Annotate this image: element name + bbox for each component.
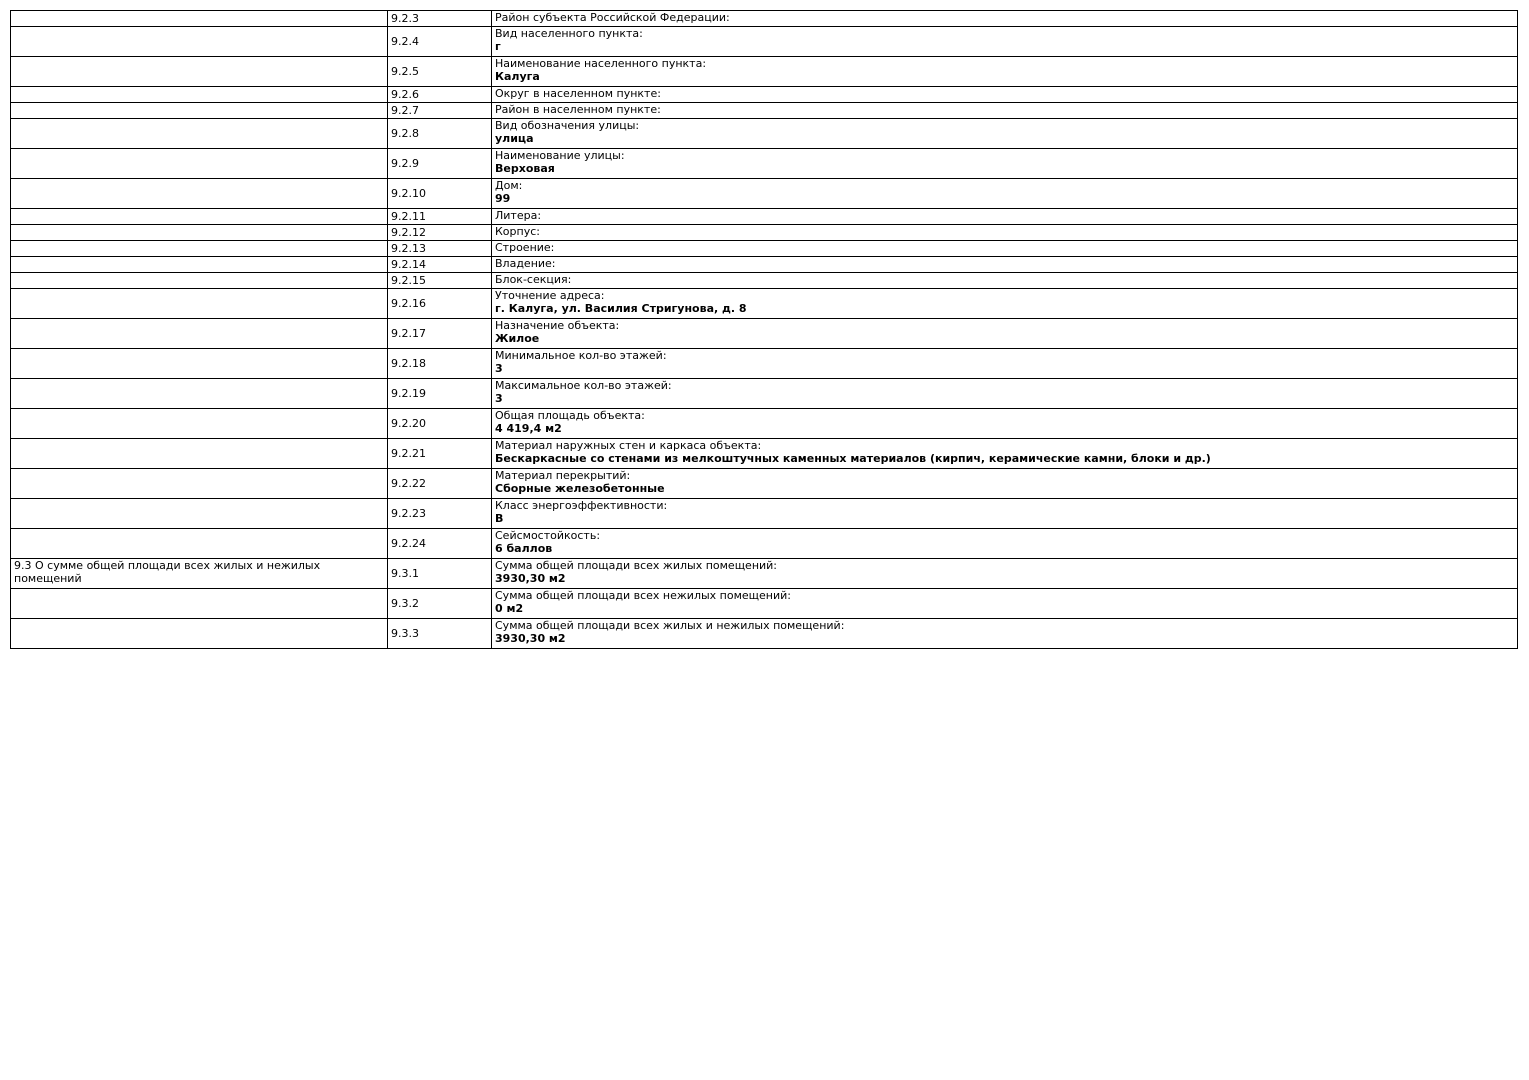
content-cell: [492, 499, 1518, 529]
document-page: [10, 10, 1518, 649]
section-cell: [11, 319, 388, 349]
field-value: Калуга: [495, 70, 540, 83]
declaration-table-body: [11, 11, 1518, 649]
table-row: [11, 179, 1518, 209]
section-cell: [11, 273, 388, 289]
content-cell: [492, 409, 1518, 439]
content-cell: [492, 225, 1518, 241]
content-cell: [492, 439, 1518, 469]
field-value: Жилое: [495, 332, 540, 345]
field-label: Класс энергоэффективности:: [495, 499, 668, 512]
code-cell: 9.2.8: [388, 119, 492, 149]
table-row: [11, 119, 1518, 149]
field-value: Бескаркасные со стенами из мелкоштучных каменных материалов (кирпич, керамические камни, блоки и др.): [495, 452, 1211, 465]
code-cell: 9.2.11: [388, 209, 492, 225]
table-row: [11, 349, 1518, 379]
field-value: улица: [495, 132, 534, 145]
code-cell: 9.2.18: [388, 349, 492, 379]
section-cell: [11, 619, 388, 649]
field-value: Сборные железобетонные: [495, 482, 665, 495]
code-cell: 9.2.12: [388, 225, 492, 241]
table-row: [11, 469, 1518, 499]
content-cell: [492, 87, 1518, 103]
content-cell: [492, 257, 1518, 273]
field-label: Владение:: [495, 257, 556, 270]
code-cell: 9.2.20: [388, 409, 492, 439]
field-value: В: [495, 512, 504, 525]
field-value: 3930,30 м2: [495, 572, 566, 585]
field-value: 99: [495, 192, 511, 205]
code-cell: 9.2.21: [388, 439, 492, 469]
table-row: [11, 439, 1518, 469]
content-cell: [492, 529, 1518, 559]
content-cell: [492, 589, 1518, 619]
code-cell: 9.3.1: [388, 559, 492, 589]
code-cell: 9.2.6: [388, 87, 492, 103]
code-cell: 9.2.9: [388, 149, 492, 179]
section-cell: [11, 11, 388, 27]
section-cell: [11, 241, 388, 257]
code-cell: 9.2.7: [388, 103, 492, 119]
field-label: Блок-секция:: [495, 273, 572, 286]
code-cell: 9.2.13: [388, 241, 492, 257]
field-label: Вид обозначения улицы:: [495, 119, 640, 132]
table-row: [11, 589, 1518, 619]
table-row: [11, 225, 1518, 241]
section-cell: [11, 409, 388, 439]
content-cell: [492, 119, 1518, 149]
field-value: 3: [495, 362, 503, 375]
field-value: Верховая: [495, 162, 555, 175]
field-value: 6 баллов: [495, 542, 553, 555]
table-row: [11, 241, 1518, 257]
code-cell: 9.3.2: [388, 589, 492, 619]
section-cell: [11, 529, 388, 559]
field-label: Сумма общей площади всех жилых помещений:: [495, 559, 778, 572]
section-cell: 9.3 О сумме общей площади всех жилых и нежилых помещений: [11, 559, 388, 589]
table-row: [11, 409, 1518, 439]
section-cell: [11, 379, 388, 409]
content-cell: [492, 349, 1518, 379]
content-cell: [492, 273, 1518, 289]
field-label: Общая площадь объекта:: [495, 409, 645, 422]
table-row: [11, 379, 1518, 409]
table-row: [11, 103, 1518, 119]
section-cell: [11, 469, 388, 499]
field-label: Корпус:: [495, 225, 540, 238]
section-cell: [11, 149, 388, 179]
content-cell: [492, 319, 1518, 349]
field-label: Сумма общей площади всех жилых и нежилых помещений:: [495, 619, 845, 632]
content-cell: [492, 209, 1518, 225]
table-row: [11, 559, 1518, 589]
field-value: 3930,30 м2: [495, 632, 566, 645]
code-cell: 9.2.17: [388, 319, 492, 349]
field-value: г. Калуга, ул. Василия Стригунова, д. 8: [495, 302, 747, 315]
section-cell: [11, 439, 388, 469]
section-cell: [11, 589, 388, 619]
field-value: г: [495, 40, 501, 53]
section-cell: [11, 499, 388, 529]
table-row: [11, 273, 1518, 289]
field-label: Округ в населенном пункте:: [495, 87, 661, 100]
code-cell: 9.2.14: [388, 257, 492, 273]
content-cell: [492, 103, 1518, 119]
field-label: Сумма общей площади всех нежилых помещений:: [495, 589, 791, 602]
code-cell: 9.2.5: [388, 57, 492, 87]
field-label: Строение:: [495, 241, 555, 254]
code-cell: 9.2.10: [388, 179, 492, 209]
content-cell: [492, 11, 1518, 27]
section-cell: [11, 289, 388, 319]
field-label: Дом:: [495, 179, 523, 192]
content-cell: [492, 241, 1518, 257]
code-cell: 9.2.16: [388, 289, 492, 319]
section-cell: [11, 179, 388, 209]
content-cell: [492, 559, 1518, 589]
section-cell: [11, 27, 388, 57]
field-label: Минимальное кол-во этажей:: [495, 349, 667, 362]
field-value: 3: [495, 392, 503, 405]
code-cell: 9.2.15: [388, 273, 492, 289]
field-label: Назначение объекта:: [495, 319, 620, 332]
table-row: [11, 57, 1518, 87]
section-cell: [11, 119, 388, 149]
content-cell: [492, 27, 1518, 57]
content-cell: [492, 469, 1518, 499]
code-cell: 9.2.19: [388, 379, 492, 409]
content-cell: [492, 179, 1518, 209]
code-cell: 9.2.3: [388, 11, 492, 27]
field-label: Литера:: [495, 209, 542, 222]
field-label: Вид населенного пункта:: [495, 27, 643, 40]
section-cell: [11, 257, 388, 273]
code-cell: 9.2.24: [388, 529, 492, 559]
section-cell: [11, 349, 388, 379]
field-label: Материал перекрытий:: [495, 469, 631, 482]
table-row: [11, 87, 1518, 103]
field-label: Сейсмостойкость:: [495, 529, 601, 542]
table-row: [11, 499, 1518, 529]
code-cell: 9.2.22: [388, 469, 492, 499]
field-label: Максимальное кол-во этажей:: [495, 379, 672, 392]
section-cell: [11, 225, 388, 241]
section-cell: [11, 87, 388, 103]
content-cell: [492, 619, 1518, 649]
code-cell: 9.2.4: [388, 27, 492, 57]
table-row: [11, 319, 1518, 349]
table-row: [11, 27, 1518, 57]
field-label: Наименование населенного пункта:: [495, 57, 707, 70]
field-value: 0 м2: [495, 602, 524, 615]
field-label: Наименование улицы:: [495, 149, 625, 162]
field-label: Уточнение адреса:: [495, 289, 605, 302]
table-row: [11, 11, 1518, 27]
table-row: [11, 619, 1518, 649]
content-cell: [492, 57, 1518, 87]
content-cell: [492, 149, 1518, 179]
field-label: Район в населенном пункте:: [495, 103, 661, 116]
table-row: [11, 529, 1518, 559]
code-cell: 9.3.3: [388, 619, 492, 649]
field-label: Материал наружных стен и каркаса объекта:: [495, 439, 762, 452]
content-cell: [492, 379, 1518, 409]
field-value: 4 419,4 м2: [495, 422, 562, 435]
section-cell: [11, 103, 388, 119]
table-row: [11, 209, 1518, 225]
declaration-table: [10, 10, 1518, 649]
table-row: [11, 257, 1518, 273]
table-row: [11, 289, 1518, 319]
section-cell: [11, 57, 388, 87]
content-cell: [492, 289, 1518, 319]
section-cell: [11, 209, 388, 225]
code-cell: 9.2.23: [388, 499, 492, 529]
field-label: Район субъекта Российской Федерации:: [495, 11, 730, 24]
table-row: [11, 149, 1518, 179]
